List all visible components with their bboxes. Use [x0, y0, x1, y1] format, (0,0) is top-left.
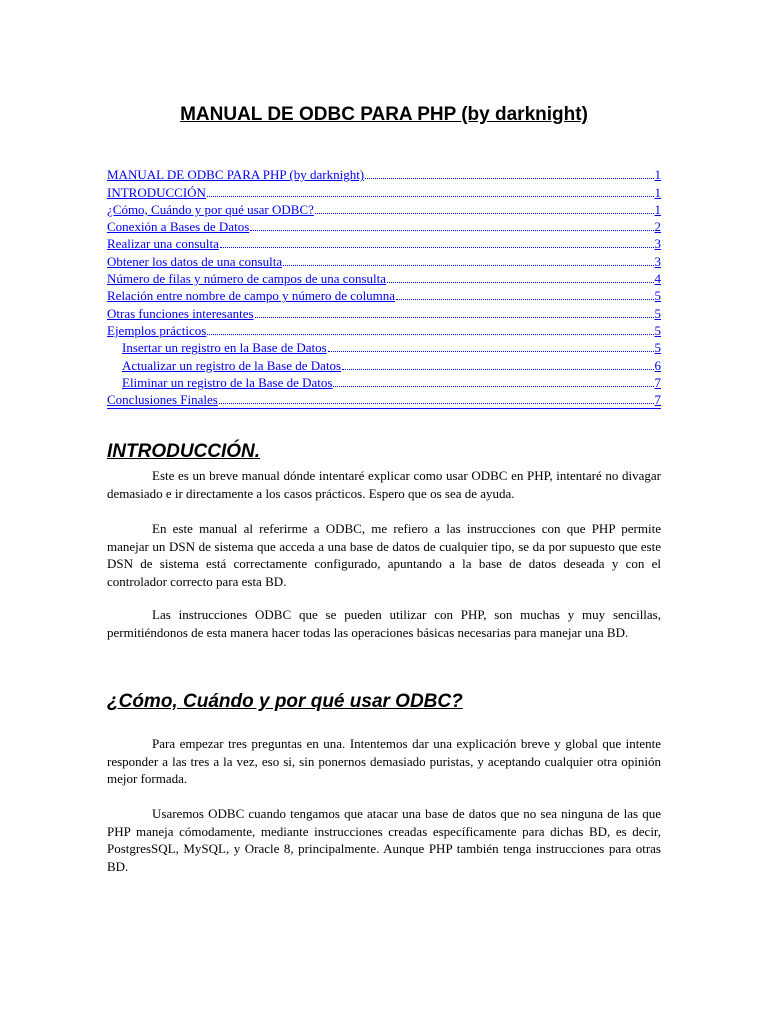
toc-leader — [220, 246, 654, 248]
section-heading-como-cuando: ¿Cómo, Cuándo y por qué usar ODBC? — [107, 691, 463, 712]
toc-leader — [315, 212, 654, 214]
toc-entry[interactable]: Otras funciones interesantes 5 — [107, 305, 661, 321]
toc-entry[interactable]: Conexión a Bases de Datos 2 — [107, 219, 661, 235]
toc-leader — [333, 385, 653, 387]
toc-entry[interactable]: Realizar una consulta 3 — [107, 236, 661, 252]
toc-entry[interactable]: Obtener los datos de una consulta 3 — [107, 253, 661, 269]
paragraph: Para empezar tres preguntas en una. Intentemos dar una explicación breve y global que intente responder a las tres a la vez, eso si, sin ponernos demasiado puristas, y aceptando cualquier otra opinión mejor formada. — [107, 736, 661, 786]
toc-leader — [342, 368, 653, 370]
toc-entry[interactable]: Relación entre nombre de campo y número de columna 5 — [107, 288, 661, 304]
toc-divider — [107, 408, 661, 409]
section-heading-introduccion: INTRODUCCIÓN. — [107, 441, 261, 462]
toc-leader — [250, 229, 653, 231]
toc-leader — [396, 298, 653, 300]
toc-leader — [365, 177, 653, 179]
toc-entry[interactable]: INTRODUCCIÓN 1 — [107, 184, 661, 200]
toc-entry[interactable]: MANUAL DE ODBC PARA PHP (by darknight) 1 — [107, 167, 661, 183]
paragraph: Este es un breve manual dónde intentaré explicar como usar ODBC en PHP, intentaré no divagar demasiado e ir directamente a los casos prácticos. Espero que os sea de ayuda. — [107, 468, 661, 501]
toc-leader — [387, 281, 653, 283]
toc-entry[interactable]: Conclusiones Finales 7 — [107, 392, 661, 408]
toc-subentry[interactable]: Insertar un registro en la Base de Datos 5 — [122, 340, 661, 356]
toc-leader — [207, 333, 653, 335]
toc-subentry[interactable]: Eliminar un registro de la Base de Datos 7 — [122, 374, 661, 390]
paragraph: En este manual al referirme a ODBC, me refiero a las instrucciones con que PHP permite manejar un DSN de sistema que acceda a una base de datos de cualquier tipo, se da por supuesto que este DSN de sistema está correctamente configurado, apuntando a la base de datos deseada y con el controlador correcto para esta BD. — [107, 521, 661, 589]
toc-leader — [283, 264, 653, 266]
toc-leader — [207, 195, 654, 197]
toc-subentry[interactable]: Actualizar un registro de la Base de Datos 6 — [122, 357, 661, 373]
toc-entry[interactable]: ¿Cómo, Cuándo y por qué usar ODBC? 1 — [107, 201, 661, 217]
toc-leader — [328, 350, 654, 352]
paragraph: Usaremos ODBC cuando tengamos que atacar una base de datos que no sea ninguna de las que PHP maneja cómodamente, mediante instrucciones creadas específicamente para dichas BD, es decir, PostgresSQL, MySQL, y Oracle 8, principalmente. Aunque PHP también tenga instrucciones para otras BD. — [107, 806, 661, 874]
toc-entry[interactable]: Ejemplos prácticos 5 — [107, 322, 661, 338]
table-of-contents — [107, 166, 661, 408]
toc-leader — [219, 402, 654, 404]
toc-leader — [255, 316, 654, 318]
document-title: MANUAL DE ODBC PARA PHP (by darknight) — [180, 104, 588, 125]
paragraph: Las instrucciones ODBC que se pueden utilizar con PHP, son muchas y muy sencillas, permitiéndonos de esta manera hacer todas las operaciones básicas necesarias para manejar una BD. — [107, 607, 661, 640]
toc-entry[interactable]: Número de filas y número de campos de una consulta 4 — [107, 271, 661, 287]
